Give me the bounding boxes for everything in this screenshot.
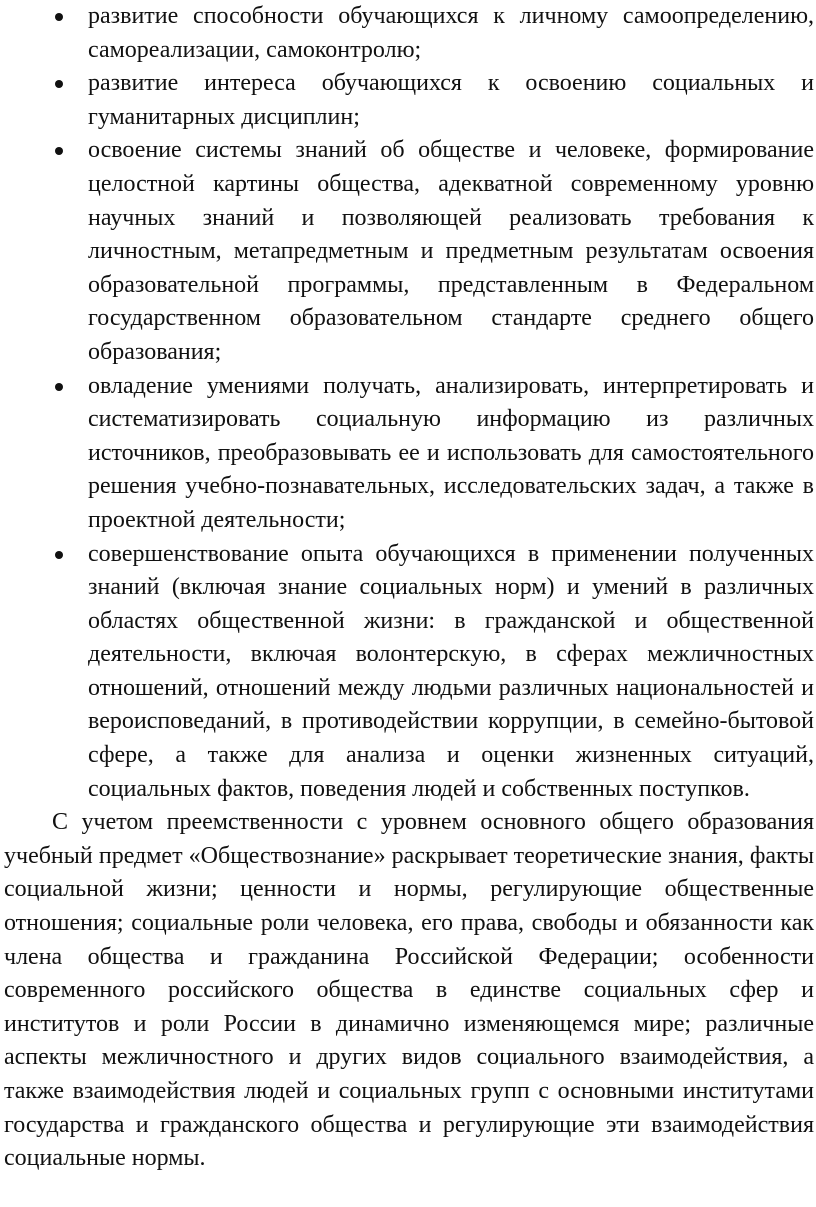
body-paragraph — [4, 806, 814, 1176]
list-item-text: освоение системы знаний об обществе и человеке, формирование целостной картины общества, адекватной современному уровню научных знаний и позволяющей реализовать требования к личностным, метапредметным и предметным результатам освоения образовательной программы, представленным в Федеральном государственном образовательном стандарте среднего общего образования; — [88, 137, 814, 365]
list-item-text: овладение умениями получать, анализировать, интерпретировать и систематизировать социальную информацию из различных источников, преобразовывать ее и использовать для самостоятельного решения учебно-познавательных, исследовательских задач, а также в проектной деятельности; — [88, 372, 814, 533]
bullet-icon — [55, 383, 63, 391]
list-item-text: совершенствование опыта обучающихся в применении полученных знаний (включая знание социальных норм) и умений в различных областях общественной жизни: в гражданской и общественной деятельности, включая волонтерскую, в сферах межличностных отношений, отношений между людьми различных национальностей и вероисповеданий, в противодействии коррупции, в семейно-бытовой сфере, а также для анализа и оценки жизненных ситуаций, социальных фактов, поведения людей и собственных поступков. — [88, 540, 814, 802]
bullet-icon — [55, 13, 63, 21]
bullet-icon — [55, 147, 63, 155]
list-item-text: развитие способности обучающихся к личному самоопределению, самореализации, самоконтролю; — [88, 3, 814, 63]
bullet-icon — [55, 80, 63, 88]
list-item — [4, 538, 814, 807]
goals-bullet-list — [4, 0, 814, 806]
list-item — [4, 67, 814, 134]
bullet-icon — [55, 551, 63, 559]
paragraph-text: С учетом преемственности с уровнем основного общего образования учебный предмет «Обществознание» раскрывает теоретические знания, факты социальной жизни; ценности и нормы, регулирующие общественные отношения; социальные роли человека, его права, свободы и обязанности как члена общества и гражданина Российской Федерации; особенности современного российского общества в единстве социальных сфер и институтов и роли России в динамично изменяющемся мире; различные аспекты межличностного и других видов социального взаимодействия, а также взаимодействия людей и социальных групп с основными институтами государства и гражданского общества и регулирующие эти взаимодействия социальные нормы. — [4, 809, 814, 1172]
list-item — [4, 0, 814, 67]
list-item — [4, 370, 814, 538]
list-item — [4, 134, 814, 369]
list-item-text: развитие интереса обучающихся к освоению социальных и гуманитарных дисциплин; — [88, 70, 814, 130]
